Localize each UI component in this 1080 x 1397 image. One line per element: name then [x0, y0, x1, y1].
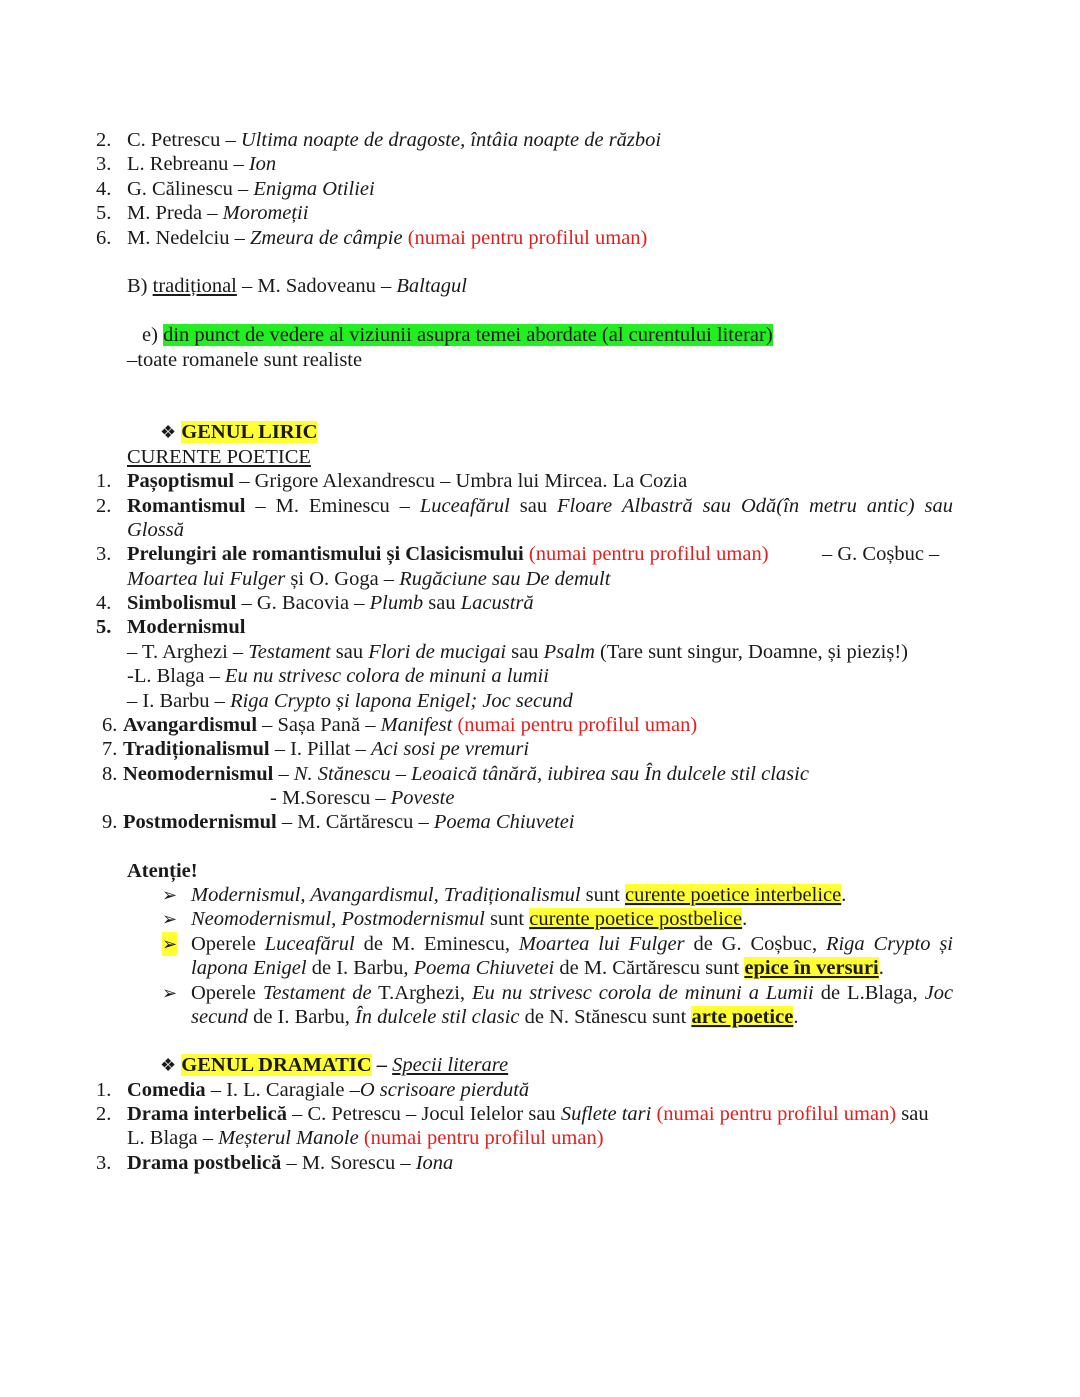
- section-title: GENUL DRAMATIC: [181, 1054, 372, 1076]
- list-item-continuation: [127, 1126, 604, 1150]
- item-text: – I. Barbu –: [127, 690, 225, 712]
- work-title: Psalm: [543, 641, 595, 663]
- word: sau: [428, 592, 456, 614]
- profile-note: (numai pentru profilul uman): [528, 543, 769, 565]
- work-title: N. Stănescu – Leoaică tânără, iubirea sau În dulcele stil clasic: [293, 763, 809, 785]
- sub-item: [127, 664, 549, 688]
- word: sunt: [585, 884, 620, 906]
- work-title: Luceafărul: [264, 933, 355, 955]
- item-text: de I. Barbu,: [311, 957, 409, 979]
- list-item: M. Preda – Moromeții: [127, 202, 309, 224]
- note-item-continuation: [191, 1005, 798, 1029]
- arrow-bullet-icon: ➢: [162, 983, 178, 1003]
- work-title: Riga Crypto și lapona Enigel; Joc secund: [230, 690, 573, 712]
- work-title: Manifest: [380, 714, 453, 736]
- attention-label: Atenție!: [127, 860, 198, 882]
- work-title: Iona: [415, 1152, 454, 1174]
- list-number: 6.: [102, 714, 118, 736]
- list-item: [127, 494, 953, 518]
- list-number: 3.: [96, 153, 112, 175]
- word: Eminescu: [308, 495, 390, 517]
- sub-item: [127, 640, 908, 664]
- work-title: Poema Chiuvetei: [433, 811, 575, 833]
- list-number: 3.: [96, 543, 112, 565]
- item-text: L. Blaga –: [127, 1127, 213, 1149]
- punctuation: –: [376, 1054, 388, 1076]
- item-text: și O. Goga –: [290, 568, 395, 590]
- list-item: [127, 469, 687, 493]
- item-text: de N. Stănescu sunt: [524, 1006, 687, 1028]
- work-title: Flori de mucigai: [368, 641, 507, 663]
- item-text: – C. Petrescu – Jocul Ielelor sau: [292, 1103, 556, 1125]
- work-title: Ultima noapte de dragoste, întâia noapte de război: [240, 129, 662, 151]
- note-item: [191, 883, 846, 907]
- term: Neomodernismul, Postmodernismul: [191, 908, 485, 930]
- work-title: Floare: [557, 495, 613, 517]
- highlighted-text: curente poetice postbelice: [529, 908, 743, 930]
- word: L.Blaga,: [847, 982, 918, 1004]
- list-number: 7.: [102, 738, 118, 760]
- work-title: Plumb: [369, 592, 424, 614]
- arrow-bullet-icon: ➢: [162, 934, 178, 954]
- work-title: Zmeura de câmpie: [249, 227, 403, 249]
- item-text: –: [278, 763, 289, 785]
- current-name: Pașoptismul: [127, 470, 235, 492]
- item-text: – G. Bacovia –: [241, 592, 365, 614]
- list-number: 2.: [96, 1103, 112, 1125]
- word: Coșbuc,: [750, 933, 818, 955]
- work-title: Ion: [248, 153, 277, 175]
- list-number: 1.: [96, 1079, 112, 1101]
- word: Operele: [191, 982, 256, 1004]
- current-name: Neomodernismul: [123, 763, 274, 785]
- item-text: – Sașa Pană –: [262, 714, 376, 736]
- word: sau: [702, 495, 732, 517]
- sub-item: [270, 786, 454, 810]
- list-item: M. Nedelciu – Zmeura de câmpie (numai pentru profilul uman): [127, 227, 648, 249]
- work-title: Lacustră: [460, 592, 534, 614]
- word: sau: [901, 1103, 929, 1125]
- highlighted-text: arte poetice: [691, 1006, 794, 1028]
- sub-item: [127, 689, 573, 713]
- work-title: metru: [809, 495, 857, 517]
- work-title: Poema Chiuvetei: [413, 957, 555, 979]
- word: M.: [391, 933, 416, 955]
- profile-note: (numai pentru profilul uman): [407, 227, 648, 249]
- list-number: 9.: [102, 811, 118, 833]
- list-item: G. Călinescu – Enigma Otiliei: [127, 178, 375, 200]
- highlighted-text: curente poetice interbelice: [624, 884, 842, 906]
- work-title: Riga: [825, 933, 865, 955]
- list-item-continuation: [127, 567, 610, 591]
- list-item: [123, 762, 809, 786]
- work-title: și: [939, 933, 954, 955]
- item-text: de M. Cărtărescu sunt: [559, 957, 740, 979]
- word: Eminescu,: [424, 933, 510, 955]
- highlighted-text: din punct de vedere al viziunii asupra temei abordate (al curentului literar): [163, 324, 773, 346]
- item-text: – Grigore Alexandrescu – Umbra lui Mircea. La Cozia: [239, 470, 688, 492]
- work-title: Eu nu strivesc corola de minuni a Lumii: [472, 982, 814, 1004]
- author: M. Sadoveanu: [257, 275, 376, 297]
- note-item: [191, 932, 953, 956]
- work-title: Suflete tari: [560, 1103, 652, 1125]
- item-text: – I. L. Caragiale –: [210, 1079, 360, 1101]
- item-text: - M.Sorescu –: [270, 787, 386, 809]
- item-label: B): [127, 275, 148, 297]
- work-title: lapona Enigel: [191, 957, 307, 979]
- term: tradițional: [152, 275, 237, 297]
- punctuation: .: [841, 884, 847, 906]
- current-name: Postmodernismul: [123, 811, 277, 833]
- work-title: Aci sosi pe vremuri: [370, 738, 530, 760]
- item-text: (Tare sunt singur, Doamne, și pieziș!): [600, 641, 909, 663]
- word: sunt: [489, 908, 525, 930]
- vision-line: [142, 323, 773, 347]
- species-name: Drama interbelică: [127, 1103, 287, 1125]
- highlighted-text: epice în versuri: [744, 957, 879, 979]
- list-number: 6.: [96, 227, 112, 249]
- work-title: Poveste: [390, 787, 455, 809]
- section-heading-dramatic: [160, 1053, 508, 1077]
- diamond-bullet-icon: ❖: [160, 422, 177, 442]
- author: M. Nedelciu: [127, 227, 230, 249]
- list-item: [127, 591, 534, 615]
- author: M. Preda: [127, 202, 203, 224]
- item-text: – T. Arghezi –: [127, 641, 244, 663]
- word: sau: [335, 641, 364, 663]
- work-title: Joc: [924, 982, 954, 1004]
- note-item: [191, 981, 953, 1005]
- list-item: [127, 1151, 453, 1175]
- item-text: – M. Sorescu –: [286, 1152, 411, 1174]
- work-title: antic): [866, 495, 915, 517]
- current-name: Prelungiri ale romantismului și Clasicismului: [127, 543, 524, 565]
- term: Modernismul, Avangardismul, Tradiționalismul: [191, 884, 581, 906]
- list-item: [127, 1078, 529, 1102]
- current-name: Romantismul: [127, 495, 246, 517]
- work-title: Albastră: [622, 495, 693, 517]
- list-number: 2.: [96, 495, 112, 517]
- current-name: Tradiționalismul: [123, 738, 270, 760]
- list-item: [127, 1102, 929, 1126]
- author: L. Rebreanu: [127, 153, 229, 175]
- word: –: [255, 495, 266, 517]
- word: de: [363, 933, 383, 955]
- profile-note: (numai pentru profilul uman): [656, 1103, 897, 1125]
- list-number: 3.: [96, 1152, 112, 1174]
- work-title: O scrisoare pierdută: [359, 1079, 530, 1101]
- section-title: GENUL LIRIC: [181, 421, 318, 443]
- item-text: de I. Barbu,: [253, 1006, 350, 1028]
- list-item: [123, 713, 697, 737]
- work-title: Baltagul: [396, 275, 467, 297]
- work-title: Eu nu strivesc colora de minuni a lumii: [224, 665, 549, 687]
- diamond-bullet-icon: ❖: [160, 1055, 177, 1075]
- subheading: Specii literare: [392, 1054, 509, 1076]
- list-number: 1.: [96, 470, 112, 492]
- list-number: 5.: [96, 616, 112, 638]
- word: T.Arghezi,: [378, 982, 466, 1004]
- word: sau: [519, 495, 548, 517]
- list-number: 4.: [96, 592, 112, 614]
- author: C. Petrescu: [127, 129, 221, 151]
- list-item: C. Petrescu – Ultima noapte de dragoste, întâia noapte de război: [127, 129, 662, 151]
- work-title: Moartea lui Fulger: [127, 568, 286, 590]
- punctuation: .: [742, 908, 748, 930]
- work-title: secund: [191, 1006, 248, 1028]
- list-number: 4.: [96, 178, 112, 200]
- list-item-continuation: Glossă: [127, 519, 184, 541]
- work-title: Moromeții: [222, 202, 309, 224]
- word: Operele: [191, 933, 256, 955]
- punctuation: .: [878, 957, 884, 979]
- work-title: Enigma Otiliei: [253, 178, 375, 200]
- work-title: Meșterul Manole: [218, 1127, 359, 1149]
- list-item: [123, 810, 574, 834]
- word: G.: [721, 933, 742, 955]
- note-item-continuation: [191, 956, 884, 980]
- item-label: e): [142, 324, 158, 346]
- arrow-bullet-icon: ➢: [162, 909, 178, 929]
- current-name: Modernismul: [127, 616, 246, 638]
- work-title: Luceafărul: [419, 495, 510, 517]
- item-text: – I. Pillat –: [274, 738, 366, 760]
- work-title: Crypto: [873, 933, 931, 955]
- word: sau: [511, 641, 539, 663]
- list-number: 5.: [96, 202, 112, 224]
- author: G. Călinescu: [127, 178, 233, 200]
- current-name: Avangardismul: [123, 714, 258, 736]
- work-title: Testament: [248, 641, 331, 663]
- vision-note: –toate romanele sunt realiste: [127, 349, 363, 371]
- item-text: – G. Coșbuc –: [822, 543, 940, 565]
- work-title: Odă(în: [741, 495, 800, 517]
- note-item: [191, 907, 747, 931]
- item-text: -L. Blaga –: [127, 665, 220, 687]
- list-item: [127, 542, 769, 566]
- word: sau: [924, 495, 954, 517]
- arrow-bullet-icon: ➢: [162, 885, 178, 905]
- work-title: Testament de: [262, 982, 372, 1004]
- word: –: [399, 495, 410, 517]
- subheading: CURENTE POETICE: [127, 446, 311, 468]
- current-name: Simbolismul: [127, 592, 237, 614]
- work-title: În dulcele stil clasic: [354, 1006, 520, 1028]
- list-number: 8.: [102, 763, 118, 785]
- work-title: Moartea lui Fulger: [518, 933, 685, 955]
- species-name: Drama postbelică: [127, 1152, 282, 1174]
- list-number: 2.: [96, 129, 112, 151]
- list-item: L. Rebreanu – Ion: [127, 153, 277, 175]
- species-name: Comedia: [127, 1079, 206, 1101]
- profile-note: (numai pentru profilul uman): [457, 714, 698, 736]
- traditional-line: B) tradițional – M. Sadoveanu – Baltagul: [127, 275, 467, 297]
- list-item: [127, 615, 245, 639]
- word: M.: [275, 495, 299, 517]
- item-text: – M. Cărtărescu –: [281, 811, 429, 833]
- punctuation: .: [793, 1006, 799, 1028]
- profile-note: (numai pentru profilul uman): [363, 1127, 604, 1149]
- section-heading-lyric: [160, 420, 317, 444]
- word: de: [693, 933, 713, 955]
- work-title: Rugăciune sau De demult: [399, 568, 611, 590]
- list-item: [123, 737, 529, 761]
- word: de: [820, 982, 841, 1004]
